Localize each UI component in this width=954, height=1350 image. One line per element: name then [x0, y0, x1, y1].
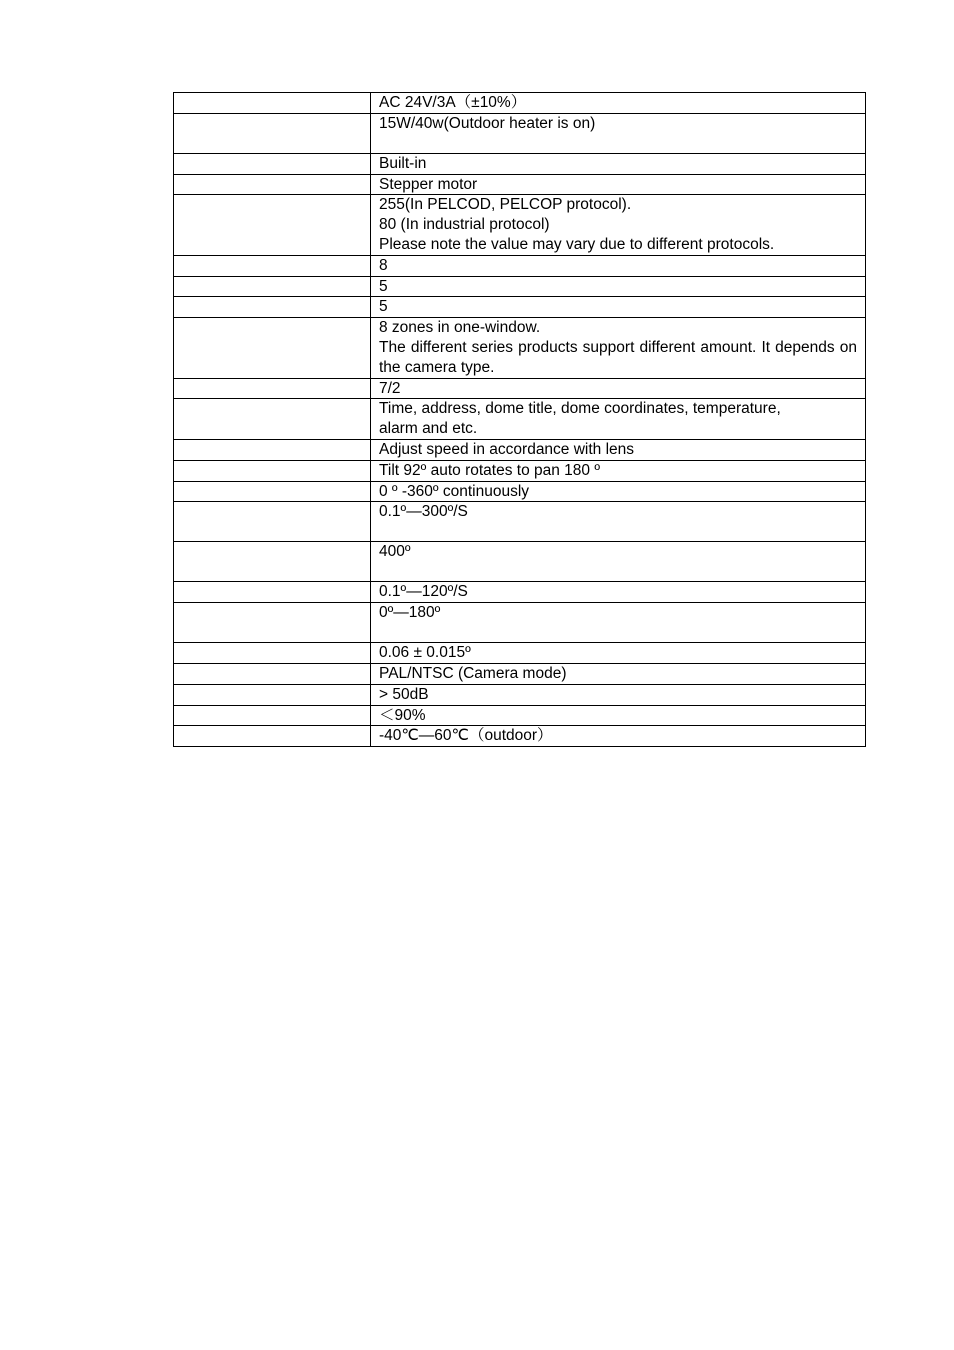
- value-cell: [371, 502, 866, 542]
- table-row: [174, 663, 866, 684]
- label-cell: [174, 643, 371, 664]
- table-row: [174, 726, 866, 747]
- cell-text: Built-in: [379, 154, 427, 172]
- table-row: [174, 705, 866, 726]
- label-cell: [174, 297, 371, 318]
- cell-text: 8 zones in one-window.: [379, 319, 541, 337]
- label-cell: [174, 113, 371, 153]
- label-cell: [174, 502, 371, 542]
- table-row: [174, 113, 866, 153]
- table-row: [174, 603, 866, 643]
- table-row: [174, 378, 866, 399]
- value-cell: [371, 663, 866, 684]
- table-row: [174, 174, 866, 195]
- cell-text: AC 24V/3A（±10%）: [379, 94, 527, 111]
- label-cell: [174, 378, 371, 399]
- value-cell: [371, 297, 866, 318]
- table-row: [174, 460, 866, 481]
- table-row: [174, 153, 866, 174]
- label-cell: [174, 255, 371, 276]
- value-cell: [371, 726, 866, 747]
- cell-text: 0 º -360º continuously: [379, 482, 530, 500]
- label-cell: [174, 174, 371, 195]
- table-row: [174, 297, 866, 318]
- table-row: [174, 318, 866, 378]
- cell-text: Tilt 92º auto rotates to pan 180 º: [379, 461, 600, 479]
- label-cell: [174, 481, 371, 502]
- cell-text: Stepper motor: [379, 175, 478, 193]
- cell-text: 5: [379, 298, 388, 316]
- cell-text: 0.06 ± 0.015º: [379, 644, 471, 662]
- table-row: [174, 481, 866, 502]
- cell-text: 7/2: [379, 379, 401, 397]
- label-cell: [174, 318, 371, 378]
- label-cell: [174, 582, 371, 603]
- value-cell: [371, 399, 866, 440]
- label-cell: [174, 663, 371, 684]
- label-cell: [174, 153, 371, 174]
- label-cell: [174, 399, 371, 440]
- label-cell: [174, 726, 371, 747]
- cell-text: 255(In PELCOD, PELCOP protocol).: [379, 196, 632, 214]
- cell-text: > 50dB: [379, 685, 429, 703]
- table-row: [174, 643, 866, 664]
- value-cell: [371, 705, 866, 726]
- table-row: [174, 542, 866, 582]
- cell-text: -40℃—60℃（outdoor）: [379, 727, 553, 745]
- table-row: [174, 439, 866, 460]
- cell-text: ＜90%: [379, 706, 426, 724]
- label-cell: [174, 684, 371, 705]
- value-cell: [371, 603, 866, 643]
- value-cell: [371, 276, 866, 297]
- cell-text: 400º: [379, 543, 411, 561]
- table-row: [174, 582, 866, 603]
- label-cell: [174, 439, 371, 460]
- value-cell: [371, 174, 866, 195]
- value-cell: [371, 684, 866, 705]
- specification-table: [173, 92, 866, 747]
- value-cell: [371, 195, 866, 255]
- cell-text: 0.1º—120º/S: [379, 583, 468, 601]
- value-cell: [371, 113, 866, 153]
- cell-text: alarm and etc.: [379, 420, 478, 438]
- cell-text: 15W/40w(Outdoor heater is on): [379, 114, 596, 132]
- value-cell: [371, 460, 866, 481]
- table-row: [174, 255, 866, 276]
- table-row: [174, 276, 866, 297]
- value-cell: [371, 153, 866, 174]
- value-cell: [371, 542, 866, 582]
- label-cell: [174, 542, 371, 582]
- cell-text: Please note the value may vary due to different protocols.: [379, 235, 775, 253]
- cell-text: 5: [379, 277, 388, 295]
- value-cell: [371, 481, 866, 502]
- table-row: [174, 502, 866, 542]
- value-cell: [371, 255, 866, 276]
- table-row: [174, 195, 866, 255]
- value-cell: [371, 318, 866, 378]
- cell-text: 80 (In industrial protocol): [379, 216, 550, 234]
- cell-text: Time, address, dome title, dome coordinates, temperature,: [379, 400, 781, 418]
- label-cell: [174, 276, 371, 297]
- value-cell: [371, 439, 866, 460]
- cell-text: Adjust speed in accordance with lens: [379, 440, 635, 458]
- value-cell: [371, 643, 866, 664]
- value-cell: [371, 378, 866, 399]
- cell-text: 0.1º—300º/S: [379, 503, 468, 521]
- value-cell: [371, 93, 866, 114]
- cell-text: 8: [379, 256, 388, 274]
- label-cell: [174, 705, 371, 726]
- label-cell: [174, 603, 371, 643]
- cell-text: 0º—180º: [379, 604, 441, 622]
- label-cell: [174, 93, 371, 114]
- value-cell: [371, 582, 866, 603]
- table-row: [174, 93, 866, 114]
- cell-text: PAL/NTSC (Camera mode): [379, 664, 567, 682]
- table-row: [174, 399, 866, 440]
- label-cell: [174, 460, 371, 481]
- table-row: [174, 684, 866, 705]
- label-cell: [174, 195, 371, 255]
- cell-text: The different series products support different amount. It depends on the camera type.: [379, 338, 857, 376]
